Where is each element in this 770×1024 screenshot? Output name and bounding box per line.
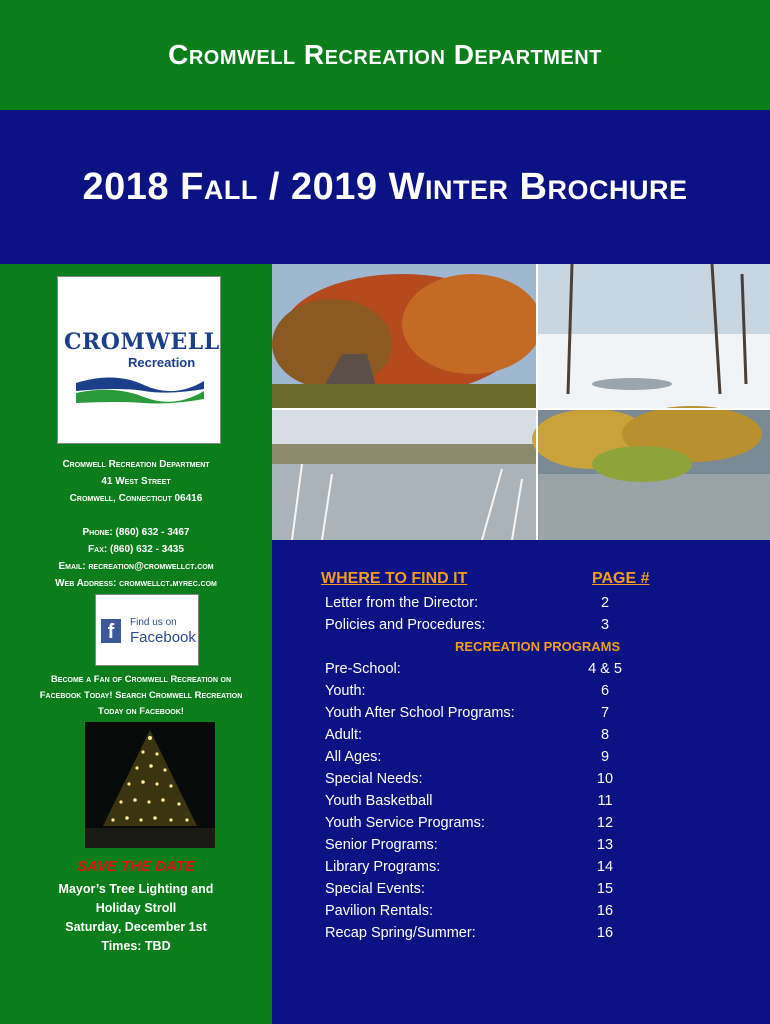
autumn-road-photo xyxy=(272,264,542,408)
toc-label: Special Events: xyxy=(325,881,425,897)
contact-fax: Fax: (860) 632 - 3435 xyxy=(88,544,184,555)
toc-label: Special Needs: xyxy=(325,771,423,787)
department-title: Cromwell Recreation Department xyxy=(168,39,602,70)
table-of-contents xyxy=(272,540,770,1024)
toc-subheading: RECREATION PROGRAMS xyxy=(455,639,621,654)
toc-row xyxy=(325,793,665,815)
toc-row xyxy=(325,661,665,683)
toc-page: 12 xyxy=(596,815,614,831)
event-date: Saturday, December 1st xyxy=(65,920,207,934)
contact-info xyxy=(10,456,262,592)
toc-page: 7 xyxy=(600,705,610,721)
toc-label: Recap Spring/Summer: xyxy=(325,925,476,941)
toc-page: 4 & 5 xyxy=(588,661,622,677)
toc-label: Pre-School: xyxy=(325,661,401,677)
toc-row xyxy=(325,683,665,705)
toc-row xyxy=(325,749,665,771)
event-name-line2: Holiday Stroll xyxy=(95,901,177,915)
toc-page-heading: PAGE # xyxy=(592,570,650,587)
toc-row xyxy=(325,727,665,749)
toc-page: 13 xyxy=(596,837,614,853)
toc-page: 15 xyxy=(596,881,614,897)
toc-row xyxy=(325,881,665,903)
toc-label: Policies and Procedures: xyxy=(325,617,486,633)
toc-page: 16 xyxy=(596,925,614,941)
facebook-badge[interactable] xyxy=(95,594,199,666)
frosty-lake-photo xyxy=(272,410,536,540)
toc-label: Youth Service Programs: xyxy=(325,815,485,831)
toc-page: 9 xyxy=(600,749,610,765)
christmas-tree-photo xyxy=(85,722,215,848)
toc-label: Youth After School Programs: xyxy=(325,705,515,721)
toc-page: 3 xyxy=(600,617,610,633)
toc-label: Youth Basketball xyxy=(325,793,433,809)
toc-row xyxy=(325,837,665,859)
left-sidebar xyxy=(0,264,272,1024)
toc-page: 6 xyxy=(600,683,610,699)
contact-city: Cromwell, Connecticut 06416 xyxy=(69,493,203,504)
toc-row xyxy=(325,859,665,881)
toc-page: 2 xyxy=(600,595,610,611)
toc-label: Adult: xyxy=(325,727,363,743)
toc-page: 14 xyxy=(596,859,614,875)
leaves-lake-photo xyxy=(532,406,770,540)
toc-row xyxy=(325,705,665,727)
toc-label: Library Programs: xyxy=(325,859,441,875)
toc-page: 16 xyxy=(596,903,614,919)
save-the-date: SAVE THE DATE xyxy=(77,858,195,875)
event-name-line1: Mayor’s Tree Lighting and xyxy=(58,882,214,896)
toc-row xyxy=(325,903,665,925)
toc-row xyxy=(325,771,665,793)
contact-street: 41 West Street xyxy=(101,476,171,487)
toc-row xyxy=(325,925,665,947)
contact-org: Cromwell Recreation Department xyxy=(62,459,210,470)
toc-row xyxy=(325,617,665,639)
toc-heading: WHERE TO FIND IT xyxy=(321,570,468,587)
toc-label: Youth: xyxy=(325,683,366,699)
title-band xyxy=(0,110,770,264)
toc-label: Letter from the Director: xyxy=(325,595,479,611)
toc-page: 10 xyxy=(596,771,614,787)
toc-label: All Ages: xyxy=(325,749,382,765)
facebook-icon: f xyxy=(101,619,121,643)
event-times: Times: TBD xyxy=(101,939,171,953)
cromwell-logo xyxy=(57,276,221,444)
toc-page: 8 xyxy=(600,727,610,743)
logo-subtitle: Recreation xyxy=(128,355,196,370)
snow-scene-photo xyxy=(538,264,770,408)
logo-waves-icon xyxy=(74,373,206,407)
contact-web[interactable]: Web Address: cromwellct.myrec.com xyxy=(55,578,217,589)
contact-phone: Phone: (860) 632 - 3467 xyxy=(82,527,190,538)
brochure-title: 2018 Fall / 2019 Winter Brochure xyxy=(82,165,688,208)
toc-page: 11 xyxy=(597,793,613,809)
toc-label: Pavilion Rentals: xyxy=(325,903,433,919)
season-photo-collage xyxy=(272,264,770,540)
event-info xyxy=(0,880,272,956)
facebook-badge-line1: Find us on xyxy=(130,617,177,628)
logo-wordmark: CROMWELL xyxy=(64,329,220,355)
facebook-fan-text: Become a Fan of Cromwell Recreation on Facebook Today! Search Cromwell Recreation Today on Facebook! xyxy=(39,674,243,717)
toc-row xyxy=(325,815,665,837)
toc-label: Senior Programs: xyxy=(325,837,438,853)
toc-row xyxy=(325,595,665,617)
facebook-badge-line2: Facebook xyxy=(130,629,196,646)
top-banner xyxy=(0,0,770,110)
contact-email[interactable]: Email: recreation@cromwellct.com xyxy=(58,561,214,572)
